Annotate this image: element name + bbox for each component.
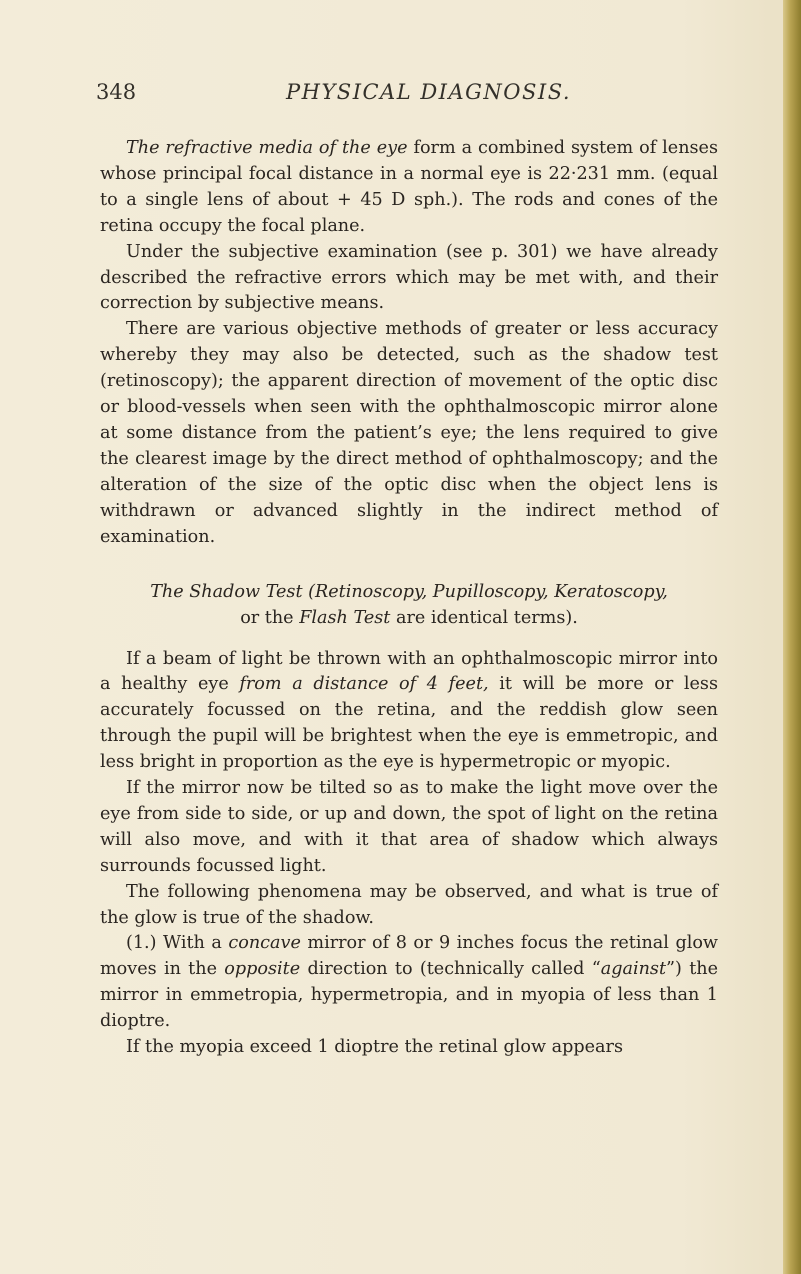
section-heading [100, 579, 718, 631]
paragraph-text: (1.) With a [126, 933, 229, 954]
page-number: 348 [96, 80, 137, 104]
italic-phrase: opposite [224, 959, 301, 980]
paragraph-text: If a beam of light be thrown with an ophthalmoscopic mirror into a healthy eye [100, 648, 718, 695]
italic-phrase: The refractive media of the eye [126, 138, 408, 158]
page-body [100, 136, 718, 1061]
paragraph-text: ”) the mirror in emmetropia, hypermetropia, and in myopia of less than 1 dioptre. [100, 959, 719, 1032]
paragraph-phenomena: The following phenomena may be observed, and what is true of the glow is true of the shadow. [100, 881, 718, 928]
running-title: PHYSICAL DIAGNOSIS. [286, 80, 572, 104]
paragraph-objective-methods: There are various objective methods of greater or less accuracy whereby they may also be detected, such as the shadow test (retinoscopy); the apparent direction of movement of the optic disc or blood-vessels when seen with the ophthalmoscopic mirror alone at some distance from the patient’s eye; the lens required to give the clearest image by the direct method of ophthalmoscopy; and the alteration of the size of the optic disc when the object lens is withdrawn or advanced slightly in the indirect method of examination. [100, 319, 718, 547]
paragraph-beam-of-light [100, 647, 718, 777]
italic-phrase: concave [228, 933, 301, 954]
heading-text: are identical terms). [390, 607, 578, 628]
heading-text: or the [240, 607, 300, 628]
paragraph-text: mirror of 8 or 9 inches focus the retinal glow moves in the [100, 933, 718, 980]
page-edge [783, 0, 801, 1274]
paragraph-myopia: If the myopia exceed 1 dioptre the retinal glow appears [126, 1037, 623, 1058]
heading-italic: Flash Test [299, 607, 391, 628]
paragraph-text: it will be more or less accurately focussed on the retina, and the reddish glow seen through the pupil will be brightest when the eye is emmetropic, and less bright in proportion as the eye is hypermetropic or myopic. [100, 674, 718, 773]
paragraph-subjective: Under the subjective examination (see p. 301) we have already described the refractive errors which may be met with, and their correction by subjective means. [100, 241, 718, 314]
paragraph-text: form a combined system of lenses whose principal focal distance in a normal eye is 22·231 mm. (equal to a single lens of about + 45 D sph.). The rods and cones of the retina occupy the focal plane. [100, 138, 718, 236]
page-header [96, 80, 716, 110]
paragraph-refractive-media [100, 136, 718, 240]
paragraph-concave-mirror [100, 931, 718, 1035]
heading-italic: The Shadow Test (Retinoscopy, Pupilloscopy, Keratoscopy, [150, 581, 668, 602]
italic-phrase: from a distance of 4 feet, [239, 674, 489, 695]
paragraph-mirror-tilted: If the mirror now be tilted so as to make the light move over the eye from side to side, or up and down, the spot of light on the retina will also move, and with it that area of shadow which always surrounds focussed light. [100, 778, 718, 876]
paragraph-text: direction to (technically called “ [300, 959, 601, 980]
italic-phrase: against [600, 959, 667, 980]
